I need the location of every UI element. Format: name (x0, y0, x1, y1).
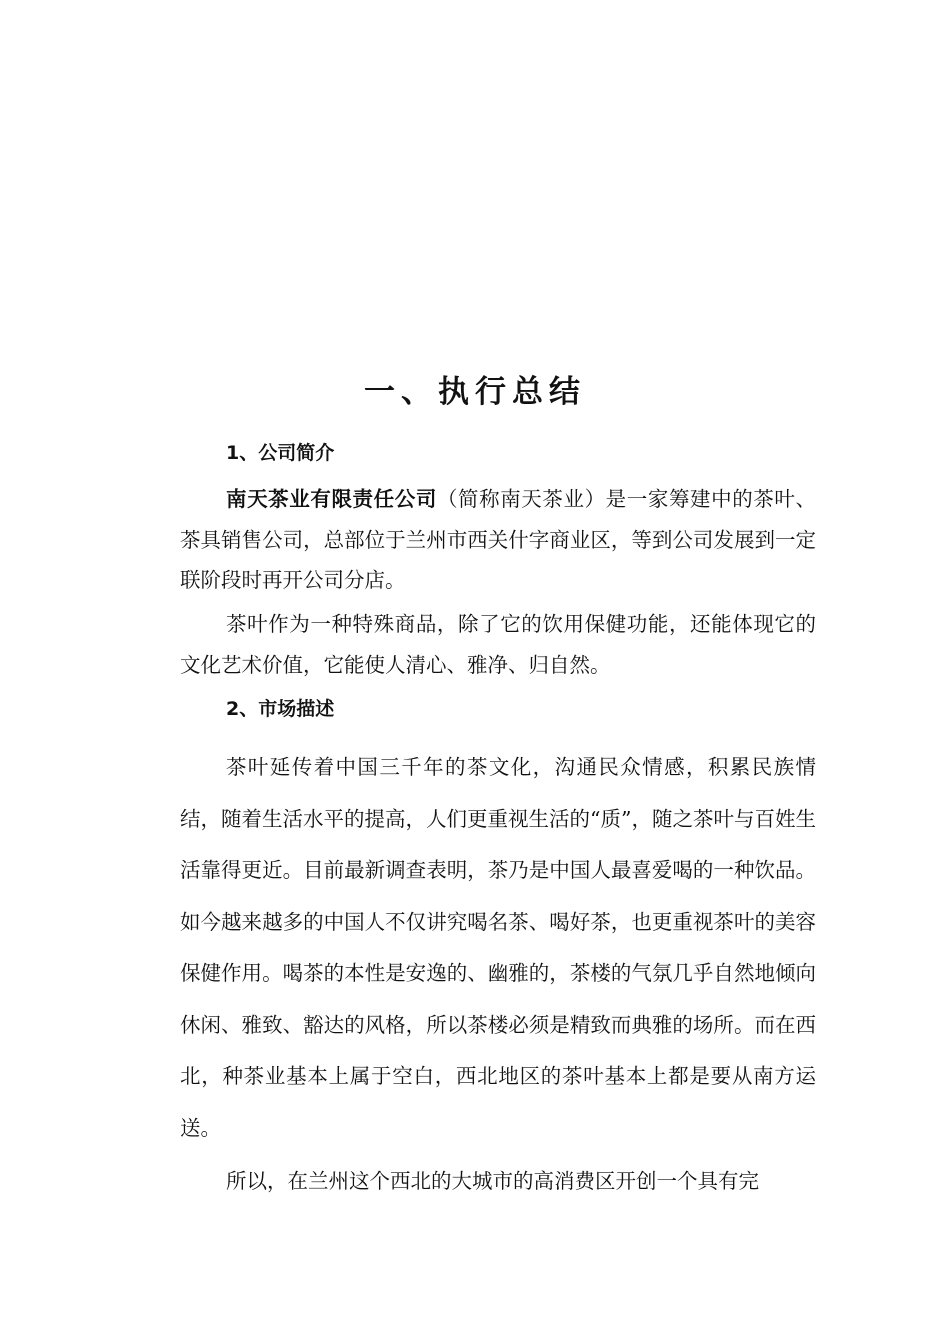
chapter-title: 一、执行总结 (364, 374, 586, 410)
paragraph-tea-value: 茶叶作为一种特殊商品，除了它的饮用保健功能，还能体现它的文化艺术价值，它能使人清心、雅净、归自然。 (180, 612, 816, 677)
paragraph-text: （简称南天茶业）是一家筹建中的茶叶、茶具销售公司，总部位于兰州市西关什字商业区，等到公司发展到一定联阶段时再开公司分店。 (180, 487, 817, 592)
section-heading: 1、公司简介 (226, 442, 335, 464)
section-2-body-2 (180, 1156, 816, 1208)
paragraph-market-description: 茶叶延传着中国三千年的茶文化，沟通民众情感，积累民族情结，随着生活水平的提高，人们更重视生活的“质”，随之茶叶与百姓生活靠得更近。目前最新调查表明，茶乃是中国人最喜爱喝的一种饮品。如今越来越多的中国人不仅讲究喝名茶、喝好茶，也更重视茶叶的美容保健作用。喝茶的本性是安逸的、幽雅的，茶楼的气氛几乎自然地倾向休闲、雅致、豁达的风格，所以茶楼必须是精致而典雅的场所。而在西北，种茶业基本上属于空白，西北地区的茶叶基本上都是要从南方运送。 (180, 755, 816, 1140)
paragraph-market-conclusion: 所以，在兰州这个西北的大城市的高消费区开创一个具有完 (226, 1169, 759, 1193)
section-1-body-2 (180, 604, 816, 685)
paragraph-company-intro (180, 479, 816, 601)
section-1 (180, 438, 816, 468)
company-name: 南天茶业有限责任公司 (226, 487, 437, 511)
section-2-body (180, 742, 816, 1154)
section-1-body (180, 479, 816, 601)
section-2 (180, 694, 816, 724)
section-heading: 2、市场描述 (226, 698, 335, 720)
